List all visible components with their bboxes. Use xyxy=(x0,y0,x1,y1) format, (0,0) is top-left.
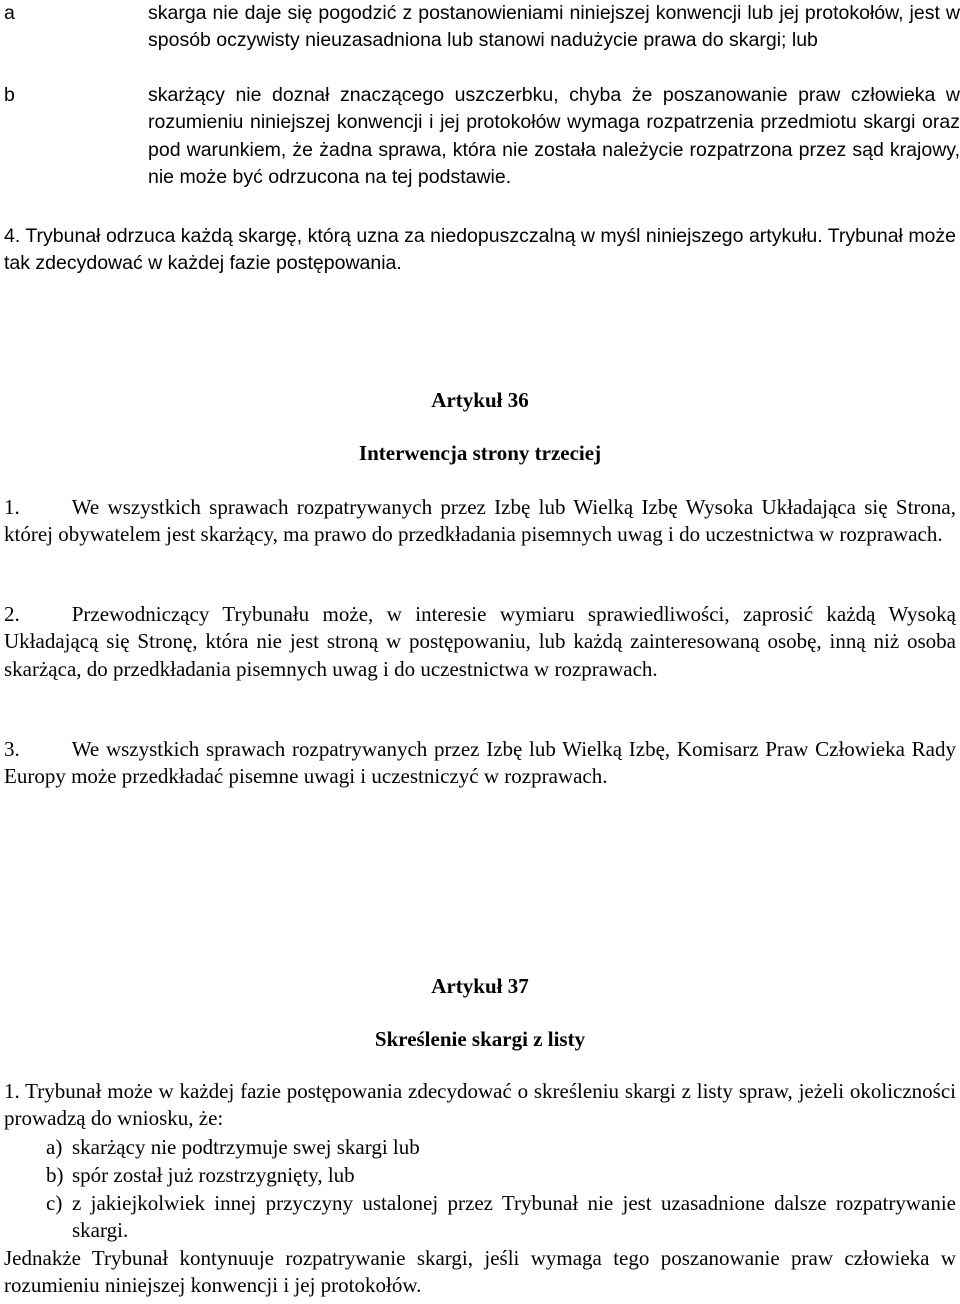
item-marker: c) xyxy=(46,1191,63,1215)
article-36-title: Artykuł 36 xyxy=(431,388,529,412)
article-37-title: Artykuł 37 xyxy=(431,974,529,998)
paragraph-text: We wszystkich sprawach rozpatrywanych przez Izbę lub Wielką Izbę Wysoka Układająca się Strona, której obywatelem jest skarżący, ma prawo do przedkładania pisemnych uwag i do uczestnictwa w rozprawach. xyxy=(4,495,956,547)
article-36-paragraph-1 xyxy=(4,494,956,549)
article-36-paragraph-2 xyxy=(4,601,956,683)
article-36-paragraph-3 xyxy=(4,736,956,791)
article-36-subtitle: Interwencja strony trzeciej xyxy=(358,441,602,465)
item-text: spór został już rozstrzygnięty, lub xyxy=(72,1163,355,1187)
paragraph-4: 4. Trybunał odrzuca każdą skargę, którą uzna za niedopuszczalną w myśl niniejszego artykułu. Trybunał może tak zdecydować w każdej fazie postępowania. xyxy=(4,225,956,275)
paragraph-number: 2. xyxy=(4,602,20,626)
item-text: skarżący nie podtrzymuje swej skargi lub xyxy=(72,1135,420,1159)
item-marker: b) xyxy=(46,1163,64,1187)
item-text: skarżący nie doznał znaczącego uszczerbku, chyba że poszanowanie praw człowieka w rozumieniu niniejszej konwencji i jej protokołów wymaga rozpatrzenia przedmiotu skargi oraz pod warunkiem, że żadna sprawa, która nie została należycie rozpatrzona przez sąd krajowy, nie może być odrzucona na tej podstawie. xyxy=(148,84,960,189)
article-37-intro: 1. Trybunał może w każdej fazie postępowania zdecydować o skreśleniu skargi z listy spraw, jeżeli okoliczności prowadzą do wniosku, że: xyxy=(4,1079,956,1131)
article-37-subtitle: Skreślenie skargi z listy xyxy=(374,1027,586,1051)
paragraph-text: We wszystkich sprawach rozpatrywanych przez Izbę lub Wielką Izbę, Komisarz Praw Człowieka Rady Europy może przedkładać pisemne uwagi i uczestniczyć w rozprawach. xyxy=(4,737,956,789)
item-text: z jakiejkolwiek innej przyczyny ustalonej przez Trybunał nie jest uzasadnione dalsze rozpatrywanie skargi. xyxy=(72,1191,956,1243)
item-letter: b xyxy=(4,84,15,106)
article-37-closing: Jednakże Trybunał kontynuuje rozpatrywanie skargi, jeśli wymaga tego poszanowanie praw człowieka w rozumieniu niniejszej konwencji i jej protokołów. xyxy=(4,1246,956,1298)
paragraph-number: 3. xyxy=(4,737,20,761)
item-text: skarga nie daje się pogodzić z postanowieniami niniejszej konwencji lub jej protokołów, jest w sposób oczywisty nieuzasadniona lub stanowi nadużycie prawa do skargi; lub xyxy=(148,2,960,52)
paragraph-text: Przewodniczący Trybunału może, w interesie wymiaru sprawiedliwości, zaprosić każdą Wysoką Układającą się Stronę, która nie jest stroną w postępowaniu, lub każdą zainteresowaną osobę, inną niż osoba skarżąca, do przedkładania pisemnych uwag i do uczestnictwa w rozprawach. xyxy=(4,602,956,681)
paragraph-number: 1. xyxy=(4,495,20,519)
item-marker: a) xyxy=(46,1135,63,1159)
item-letter: a xyxy=(4,2,15,24)
